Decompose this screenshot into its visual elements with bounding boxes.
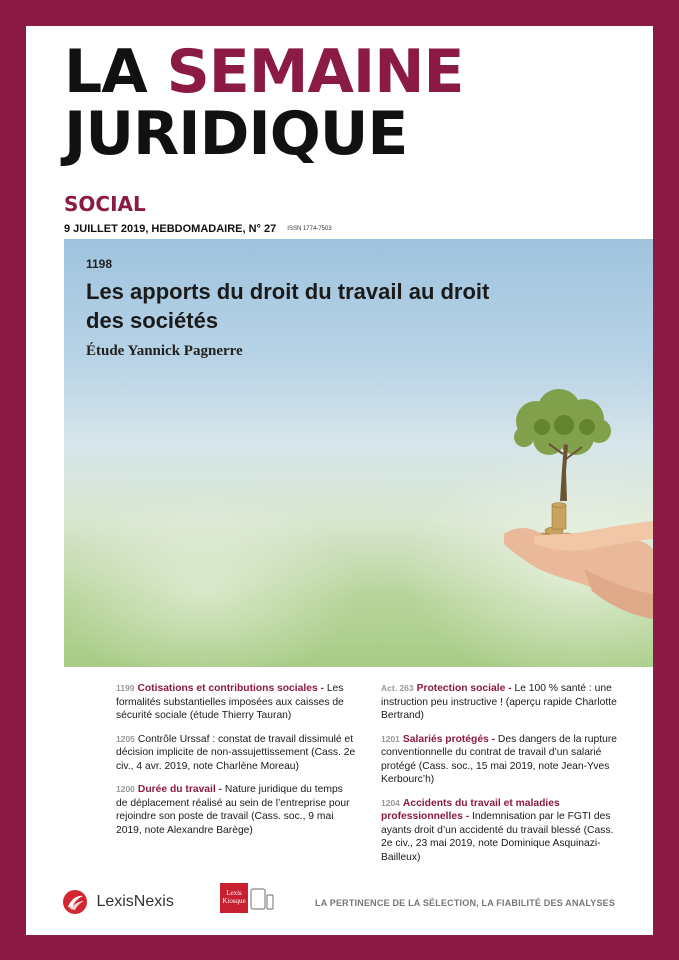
- toc-heading: Protection sociale -: [416, 683, 512, 694]
- masthead-la: LA: [64, 37, 147, 107]
- toc-item[interactable]: [116, 682, 356, 723]
- toc-heading: Cotisations et contributions sociales -: [137, 683, 324, 694]
- toc-heading: Salariés protégés -: [402, 733, 496, 745]
- toc-left-column: [116, 682, 356, 847]
- toc-item[interactable]: [381, 733, 621, 787]
- toc-text: Nature juridique du temps de déplacement réalisé au sein de l’entreprise pour rejoindre son poste de travail (Cass. soc., 9 mai 2019, note Alexandre Barège): [116, 784, 350, 836]
- toc-number: 1205: [116, 733, 135, 744]
- publisher-logo[interactable]: [62, 889, 174, 917]
- toc-heading: Durée du travail -: [137, 784, 223, 795]
- article-number: 1198: [86, 257, 113, 271]
- section-title: SOCIAL: [64, 192, 146, 216]
- toc-item[interactable]: [116, 733, 356, 774]
- devices-icon: [250, 887, 274, 911]
- cover-image: [64, 239, 653, 667]
- footer: [26, 881, 653, 921]
- toc-right-column: [381, 682, 621, 874]
- toc-number: Act. 263: [381, 683, 414, 693]
- masthead: [64, 37, 464, 169]
- issn: ISSN 1774-7503: [287, 226, 332, 233]
- kiosque-line1: Lexis: [226, 889, 242, 897]
- cover-page: [26, 26, 653, 935]
- toc-text: Le 100 % santé : une instruction peu instructive ! (aperçu rapide Charlotte Bertrand): [381, 683, 617, 721]
- publisher-name: LexisNexis: [96, 893, 174, 910]
- tagline: LA PERTINENCE DE LA SÉLECTION, LA FIABILITÉ DES ANALYSES: [315, 898, 616, 908]
- lexisnexis-logo-icon: [62, 889, 88, 915]
- toc-heading: Accidents du travail et maladies professionnelles -: [381, 797, 560, 822]
- toc-number: 1201: [381, 733, 400, 744]
- issue-line: [64, 223, 332, 235]
- kiosque-line2: Kiosque: [222, 897, 246, 905]
- toc-item[interactable]: [381, 797, 621, 865]
- toc-number: 1204: [381, 797, 400, 808]
- kiosque-icon[interactable]: [220, 883, 248, 913]
- toc-number: 1200: [116, 784, 135, 794]
- toc-text: Les formalités substantielles imposées aux caisses de sécurité sociale (étude Thierry Tauran): [116, 683, 344, 721]
- masthead-juridique: JURIDIQUE: [64, 99, 408, 169]
- issue-date: 9 JUILLET 2019, HEBDOMADAIRE, N° 27: [64, 223, 277, 235]
- article-author: Étude Yannick Pagnerre: [86, 343, 243, 359]
- masthead-semaine: SEMAINE: [166, 37, 464, 107]
- toc-item[interactable]: [381, 682, 621, 723]
- toc-text: Contrôle Urssaf : constat de travail dissimulé et décision implicite de non-assujettissement (Cass. 2e civ., 4 avr. 2019, note Charlène Moreau): [116, 733, 356, 772]
- toc-number: 1199: [116, 683, 135, 693]
- toc-item[interactable]: [116, 783, 356, 837]
- article-title[interactable]: Les apports du droit du travail au droit des sociétés: [86, 279, 490, 333]
- toc-text: Des dangers de la rupture conventionnelle du contrat de travail d’un salarié protégé (Cass. soc., 15 mai 2019, note Jean-Yves Kerbourc’h): [381, 733, 617, 785]
- toc-text: Indemnisation par le FGTI des ayants droit d’un accidenté du travail blessé (Cass. 2e civ., 23 mai 2019, note Dominique Asquinazi-Bailleux): [381, 811, 614, 863]
